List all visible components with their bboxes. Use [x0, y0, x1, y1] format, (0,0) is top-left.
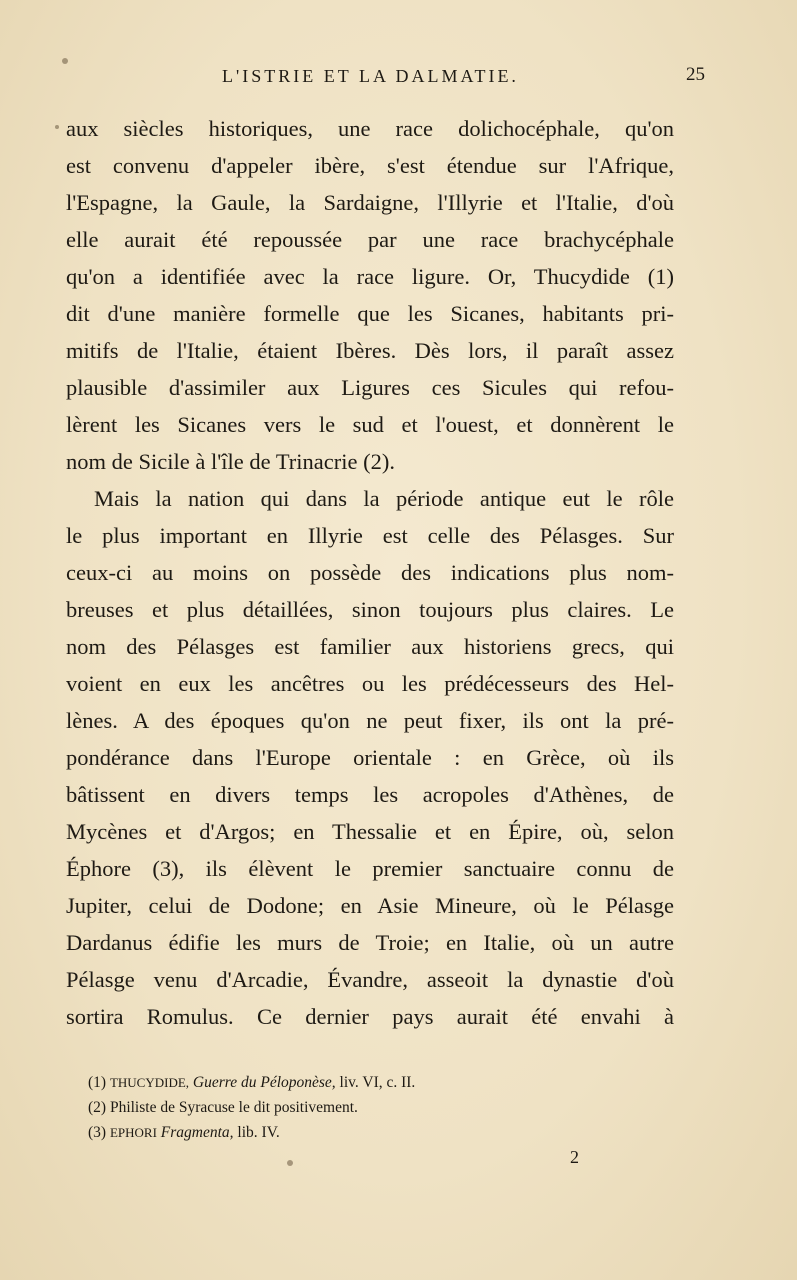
text-line: le plus important en Illyrie est celle des Pélasges. Sur: [66, 523, 674, 548]
footnote-1: [88, 1070, 688, 1095]
text-line: Jupiter, celui de Dodone; en Asie Mineure, où le Pélasge: [66, 893, 674, 918]
text-line: Mais la nation qui dans la période antique eut le rôle: [94, 486, 674, 511]
text-line: elle aurait été repoussée par une race brachycéphale: [66, 227, 674, 252]
ink-speck: [287, 1160, 293, 1166]
text-line: Éphore (3), ils élèvent le premier sanctuaire connu de: [66, 856, 674, 881]
footnote-3: [88, 1120, 688, 1145]
text-line: sortira Romulus. Ce dernier pays aurait été envahi à: [66, 1004, 674, 1029]
text-line: aux siècles historiques, une race dolichocéphale, qu'on: [66, 116, 674, 141]
body-text: [66, 110, 674, 1035]
footnote-rest: lib. IV.: [237, 1124, 280, 1141]
text-line: nom des Pélasges est familier aux historiens grecs, qui: [66, 634, 674, 659]
running-title: L'ISTRIE ET LA DALMATIE.: [222, 66, 519, 86]
text-line: lèrent les Sicanes vers le sud et l'ouest, et donnèrent le: [66, 412, 674, 437]
text-line: dit d'une manière formelle que les Sicanes, habitants pri-: [66, 301, 674, 326]
footnote-2: [88, 1095, 688, 1120]
ink-speck: [55, 125, 59, 129]
text-line: qu'on a identifiée avec la race ligure. Or, Thucydide (1): [66, 264, 674, 289]
footnote-rest: liv. VI, c. II.: [339, 1074, 416, 1091]
footnote-marker: (3): [88, 1124, 107, 1141]
text-line: l'Espagne, la Gaule, la Sardaigne, l'Illyrie et l'Italie, d'où: [66, 190, 674, 215]
footnote-marker: (2): [88, 1099, 107, 1116]
page-number: 25: [686, 64, 705, 85]
footnote-title: Fragmenta,: [160, 1124, 234, 1141]
page-header: [66, 60, 705, 90]
text-line: plausible d'assimiler aux Ligures ces Sicules qui refou-: [66, 375, 674, 400]
footnote-title: Guerre du Péloponèse,: [192, 1074, 336, 1091]
text-line: mitifs de l'Italie, étaient Ibères. Dès lors, il paraît assez: [66, 338, 674, 363]
text-line: voient en eux les ancêtres ou les prédécesseurs des Hel-: [66, 671, 674, 696]
signature-mark: 2: [570, 1147, 579, 1167]
footnote-author: THUCYDIDE,: [109, 1075, 190, 1090]
text-line: ceux-ci au moins on possède des indications plus nom-: [66, 560, 674, 585]
text-line: lènes. A des époques qu'on ne peut fixer, ils ont la pré-: [66, 708, 674, 733]
text-line: est convenu d'appeler ibère, s'est étendue sur l'Afrique,: [66, 153, 674, 178]
text-line: nom de Sicile à l'île de Trinacrie (2).: [66, 449, 395, 474]
text-line: Mycènes et d'Argos; en Thessalie et en Épire, où, selon: [66, 819, 674, 844]
footnotes: [88, 1070, 688, 1145]
text-line: pondérance dans l'Europe orientale : en Grèce, où ils: [66, 745, 674, 770]
text-line: bâtissent en divers temps les acropoles d'Athènes, de: [66, 782, 674, 807]
text-line: breuses et plus détaillées, sinon toujours plus claires. Le: [66, 597, 674, 622]
text-line: Pélasge venu d'Arcadie, Évandre, asseoit la dynastie d'où: [66, 967, 674, 992]
footnote-marker: (1): [88, 1074, 107, 1091]
footnote-rest: Philiste de Syracuse le dit positivement.: [109, 1099, 358, 1116]
footnote-author: EPHORI: [109, 1125, 157, 1140]
text-line: Dardanus édifie les murs de Troie; en Italie, où un autre: [66, 930, 674, 955]
